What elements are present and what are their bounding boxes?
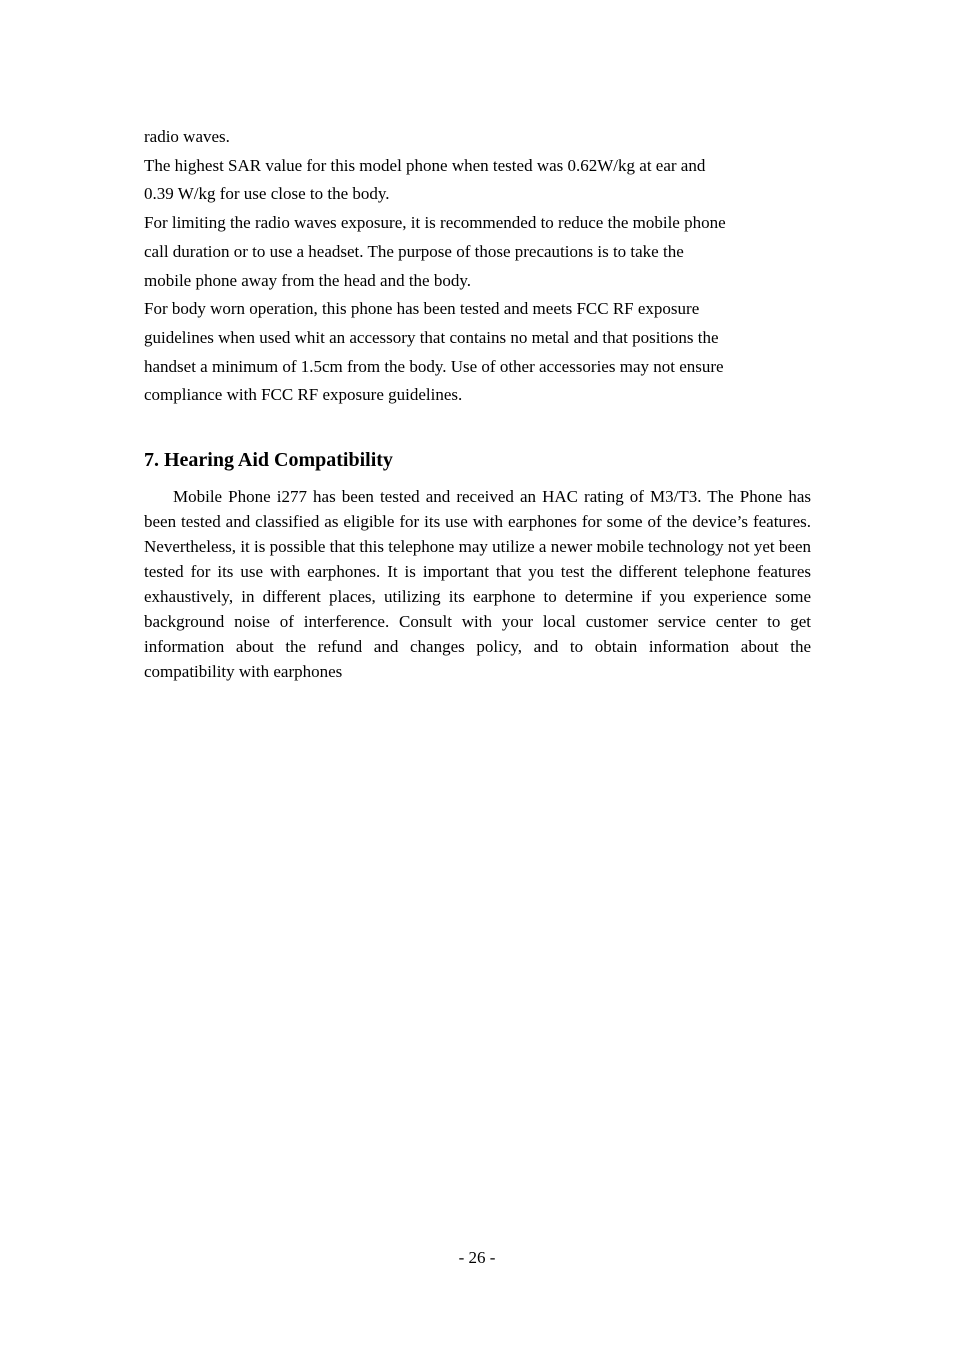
sar-section <box>144 123 824 410</box>
sar-paragraph-radio-waves: radio waves. <box>144 127 230 146</box>
hac-body-paragraph: Mobile Phone i277 has been tested and received an HAC rating of M3/T3. The Phone has been tested and classified as eligible for its use with earphones for some of the device’s features. Nevertheless, it is possible that this telephone may utilize a newer mobile technology not yet been tested for its use with earphones. It is important that you test the different telephone features exhaustively, in different places, utilizing its earphone to determine if you experience some background noise of interference. Consult with your local customer service center to get information about the refund and changes policy, and to obtain information about the compatibility with earphones <box>144 487 811 681</box>
section-heading-hearing-aid: 7. Hearing Aid Compatibility <box>144 449 393 471</box>
sar-paragraph-body-worn: For body worn operation, this phone has been tested and meets FCC RF exposure guidelines when used whit an accessory that contains no metal and that positions the handset a minimum of 1.5cm from the body. Use of other accessories may not ensure compliance with FCC RF exposure guidelines. <box>144 299 724 405</box>
sar-paragraph-limiting-exposure: For limiting the radio waves exposure, it is recommended to reduce the mobile phone call duration or to use a headset. The purpose of those precautions is to take the mobile phone away from the head and the body. <box>144 213 726 290</box>
page-number: - 26 - <box>458 1248 496 1267</box>
sar-paragraph-highest-value: The highest SAR value for this model phone when tested was 0.62W/kg at ear and 0.39 W/kg for use close to the body. <box>144 155 706 204</box>
